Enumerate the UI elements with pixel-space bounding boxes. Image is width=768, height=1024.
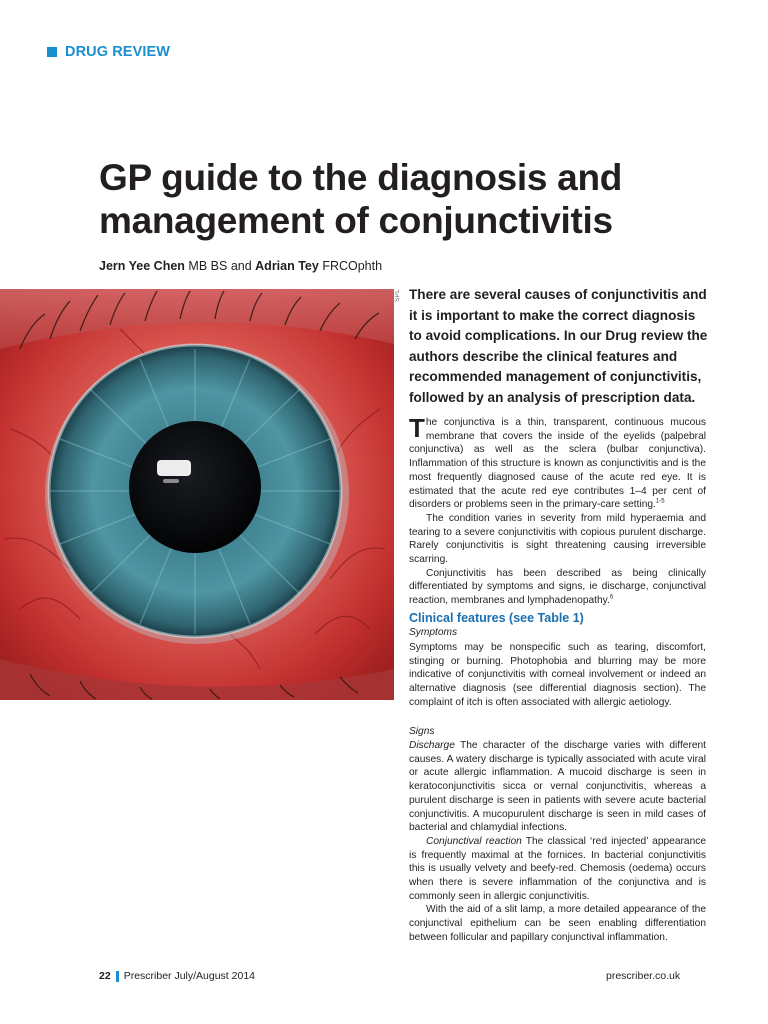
clinical-features-heading: Clinical features (see Table 1): [409, 611, 584, 625]
author-connector: and: [230, 259, 252, 273]
reaction-text: The classical ‘red injected’ appearance is frequently maximal at the fornices. In bacterial conjunctivitis this is usually velvety and beefy-red. Chemosis (oedema) occurs when there is severe inflammation of the conjunctiva and is commonly seen in allergic conjunctivitis.: [409, 835, 706, 902]
discharge-paragraph: [409, 739, 706, 835]
drop-cap: T: [409, 413, 425, 443]
symptoms-subheading: Symptoms: [409, 627, 458, 638]
reaction-label: Conjunctival reaction: [426, 835, 522, 847]
footer-divider: [116, 971, 119, 982]
reaction-paragraph: [409, 835, 706, 904]
author-1-credentials: MB BS: [188, 259, 228, 273]
intro-text: [409, 413, 706, 608]
title-line-2: management of conjunctivitis: [99, 200, 613, 241]
symptoms-text: Symptoms may be nonspecific such as tearing, discomfort, stinging or burning. Photophobia and blurring may be more indicative of conjunctivitis with corneal involvement or indeed an alternative diagnosis (see differential diagnosis section). The complaint of itch is often associated with allergic aetiology.: [409, 642, 706, 708]
intro-p1-ref: 1-5: [655, 498, 665, 505]
intro-paragraph-2: The condition varies in severity from mild hyperaemia and tearing to a severe conjunctivitis with copious purulent discharge. Rarely conjunctivitis is sight threatening causing irreversible scarring.: [409, 512, 706, 566]
section-square-icon: [47, 47, 57, 57]
author-1-name: Jern Yee Chen: [99, 259, 185, 273]
article-title: [99, 156, 699, 242]
footer-left: [99, 970, 255, 982]
author-2-credentials: FRCOphth: [322, 259, 383, 273]
section-label: DRUG REVIEW: [65, 44, 171, 60]
intro-p3-text: Conjunctivitis has been described as being clinically differentiated by symptoms and signs, ie discharge, conjunctival reaction, membranes and lymphadenopathy.: [409, 567, 706, 607]
title-line-1: GP guide to the diagnosis and: [99, 157, 623, 198]
section-tag: [47, 44, 170, 60]
discharge-text: The character of the discharge varies with different causes. A watery discharge is typically associated with acute viral or acute allergic inflammation. A mucoid discharge is seen in keratoconjunctivitis sicca or vernal conjunctivitis, whereas a purulent discharge is seen in patients with severe acute bacterial conjunctivitis. A mucopurulent discharge is seen in mild cases of bacterial and chlamydial infections.: [409, 740, 706, 834]
intro-paragraph-1: [409, 413, 706, 512]
page-number: 22: [99, 970, 111, 982]
photo-credit: SPL: [395, 289, 401, 302]
discharge-label: Discharge: [409, 740, 455, 751]
lead-paragraph: There are several causes of conjunctivitis and it is important to make the correct diagnosis to avoid complications. In our Drug review the authors describe the clinical features and recommended management of conjunctivitis, followed by an analysis of prescription data.: [409, 287, 708, 405]
eye-photo: [0, 289, 394, 700]
signs-text: [409, 739, 706, 945]
intro-p1-text: he conjunctiva is a thin, transparent, continuous mucous membrane that covers the inside of the eyelids (palpebral conjunctiva) as well as the sclera (bulbar conjunctiva). Inflammation of this structure is known as conjunctivitis and is the most frequently diagnosed cause of the acute red eye. It is estimated that the acute red eye contributes 1–4 per cent of disorders or problems seen in the primary-care setting.: [409, 417, 706, 511]
intro-paragraph-3: [409, 567, 706, 608]
website-link[interactable]: prescriber.co.uk: [606, 970, 681, 982]
author-byline: [99, 259, 382, 273]
publication-name: Prescriber July/August 2014: [123, 970, 256, 982]
slitlamp-paragraph: With the aid of a slit lamp, a more detailed appearance of the conjunctival epithelium can be seen enabling differentiation between follicular and papillary conjunctival inflammation.: [409, 904, 706, 943]
intro-p3-ref: 6: [609, 594, 614, 601]
signs-subheading: Signs: [409, 726, 435, 737]
eye-photo-svg: [0, 289, 394, 700]
author-2-name: Adrian Tey: [255, 259, 319, 273]
